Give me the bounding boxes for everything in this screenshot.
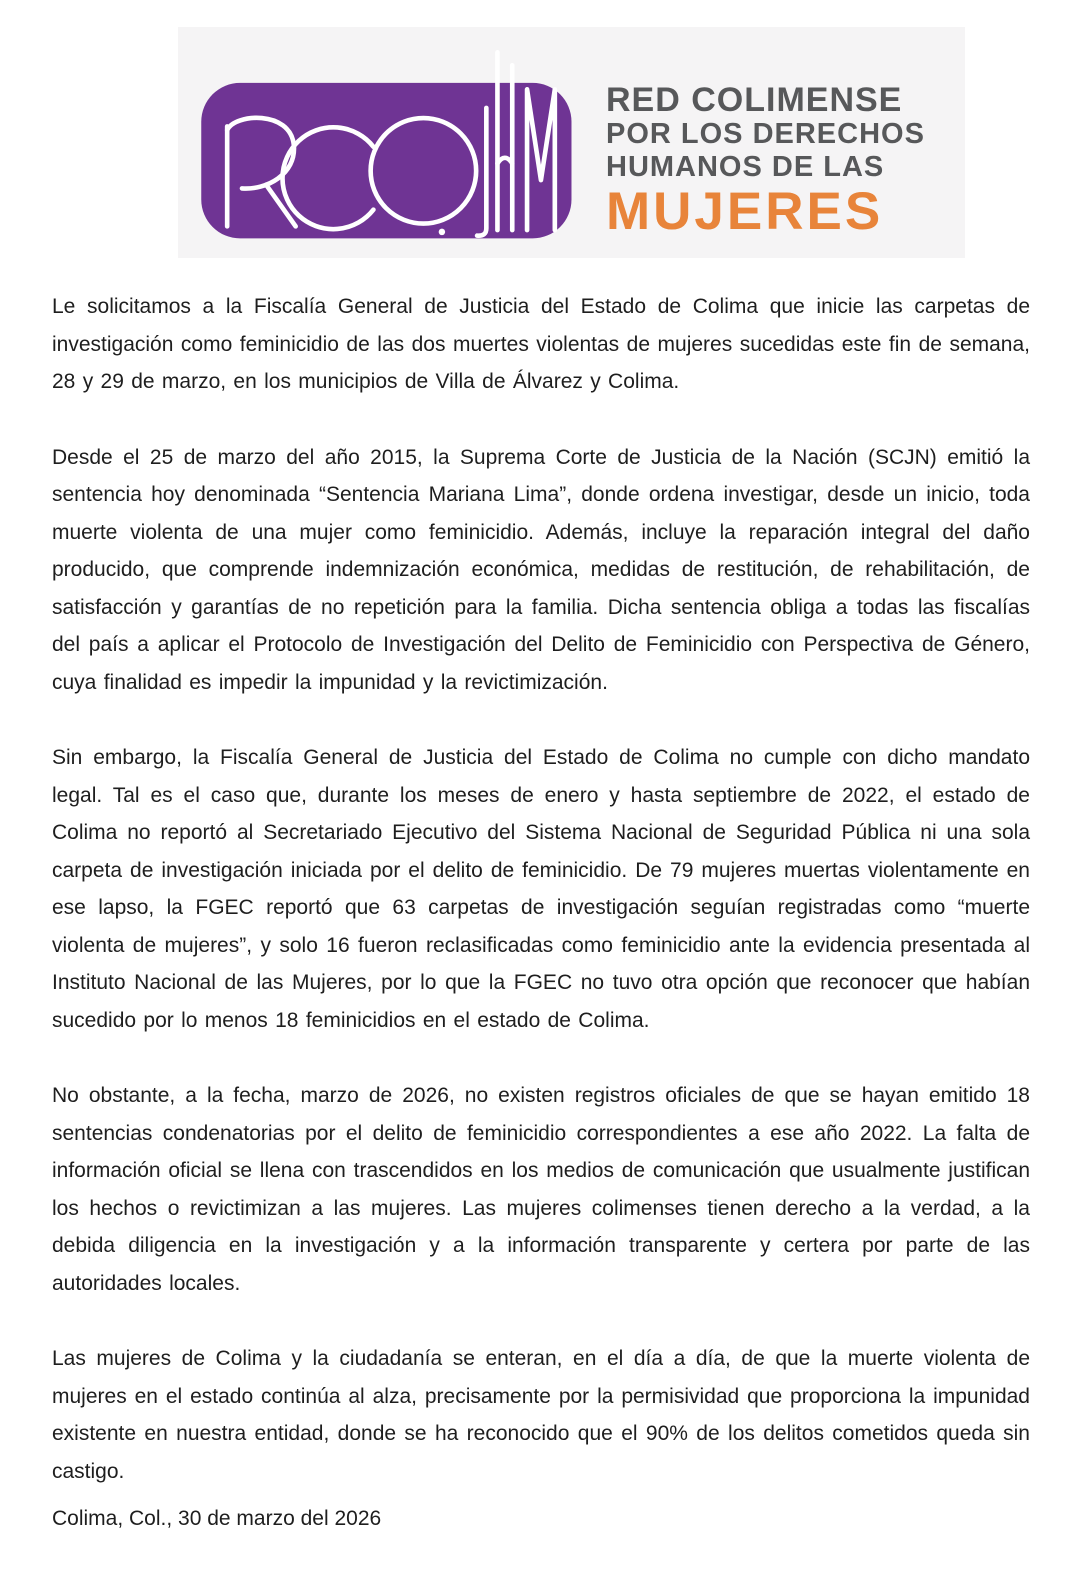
rcdhm-monogram-icon <box>192 41 590 259</box>
paragraph-fgec-noncompliance: Sin embargo, la Fiscalía General de Justicia del Estado de Colima no cumple con dicho mandato legal. Tal es el caso que, durante los meses de enero y hasta septiembre de 2022, el estado de Colima no reportó al Secretariado Ejecutivo del Sistema Nacional de Seguridad Pública ni una sola carpeta de investigación iniciada por el delito de feminicidio. De 79 mujeres muertas violentamente en ese lapso, la FGEC reportó que 63 carpetas de investigación seguían registradas como “muerte violenta de mujeres”, y solo 16 fueron reclasificadas como feminicidio ante la evidencia presentada al Instituto Nacional de las Mujeres, por lo que la FGEC no tuvo otra opción que reconocer que habían sucedido por lo menos 18 feminicidios en el estado de Colima. <box>52 746 1030 1032</box>
paragraph-impunity: Las mujeres de Colima y la ciudadanía se enteran, en el día a día, de que la muerte violenta de mujeres en el estado continúa al alza, precisamente por la permisividad que proporciona la impunidad existente en nuestra entidad, donde se ha reconocido que el 90% de los delitos cometidos queda sin castigo. <box>52 1347 1030 1483</box>
org-name-line-3: HUMANOS DE LAS <box>606 151 885 183</box>
paragraph-scjn-sentence: Desde el 25 de marzo del año 2015, la Suprema Corte de Justicia de la Nación (SCJN) emitió la sentencia hoy denominada “Sentencia Mariana Lima”, donde ordena investigar, desde un inicio, toda muerte violenta de una mujer como feminicidio. Además, incluye la reparación integral del daño producido, que comprende indemnización económica, medidas de restitución, de rehabilitación, de satisfacción y garantías de no repetición para la familia. Dicha sentencia obliga a todas las fiscalías del país a aplicar el Protocolo de Investigación del Delito de Feminicidio con Perspectiva de Género, cuya finalidad es impedir la impunidad y la revictimización. <box>52 445 1030 694</box>
org-name-line-1: RED COLIMENSE <box>606 81 903 119</box>
logo-band <box>178 27 965 258</box>
paragraph-request-investigation: Le solicitamos a la Fiscalía General de Justicia del Estado de Colima que inicie las carpetas de investigación como feminicidio de las dos muertes violentas de mujeres sucedidas este fin de semana, 28 y 29 de marzo, en los municipios de Villa de Álvarez y Colima. <box>52 295 1030 393</box>
statement-body <box>0 258 1074 1538</box>
org-name-highlight: MUJERES <box>606 182 884 241</box>
rcdhm-logo <box>192 41 590 259</box>
paragraph-no-official-records: No obstante, a la fecha, marzo de 2026, no existen registros oficiales de que se hayan emitido 18 sentencias condenatorias por el delito de feminicidio correspondientes a ese año 2022. La falta de información oficial se llena con trascendidos en los medios de comunicación que usualmente justifican los hechos o revictimizan a las mujeres. Las mujeres colimenses tienen derecho a la verdad, a la debida diligencia en la investigación y a la información transparente y certera por parte de las autoridades locales. <box>52 1084 1030 1295</box>
org-name-line-2: POR LOS DERECHOS <box>606 118 925 150</box>
org-name-block <box>606 83 925 240</box>
dateline: Colima, Col., 30 de marzo del 2026 <box>52 1507 382 1530</box>
scanned-statement-page <box>0 27 1074 1580</box>
